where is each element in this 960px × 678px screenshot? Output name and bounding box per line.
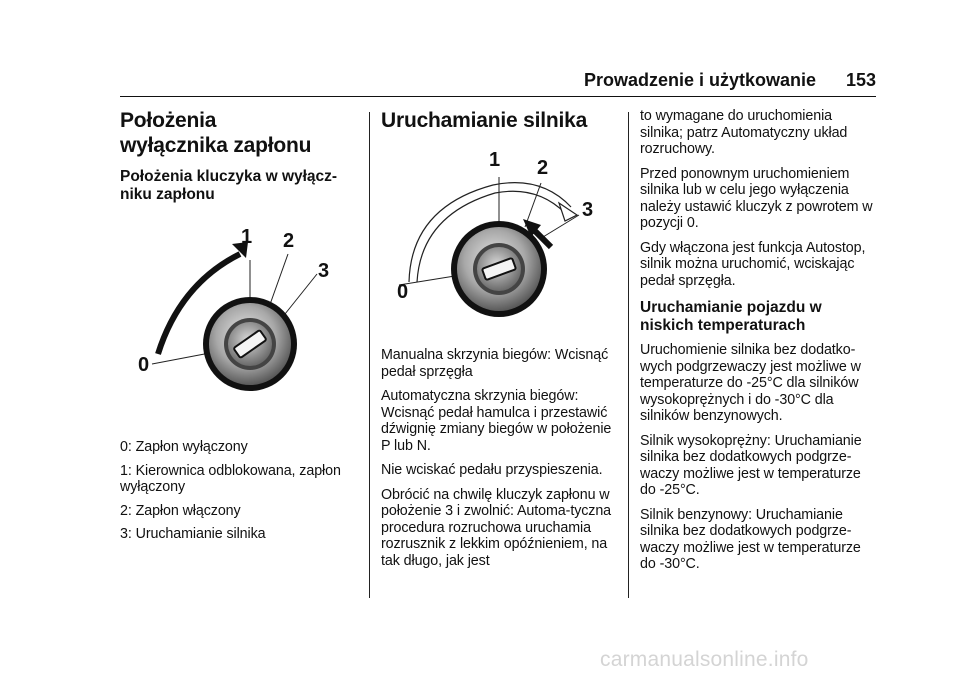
ignition-lock-illustration (120, 214, 355, 429)
figure-label-3: 3 (318, 260, 330, 282)
paragraph: Automatyczna skrzynia biegów: Wcisnąć pedał hamulca i przestawić dźwignię zmiany biegów w położenie P lub N. (381, 388, 612, 454)
column-divider-1 (369, 112, 370, 598)
column-2 (381, 108, 621, 569)
header-title: Prowadzenie i użytkowanie (583, 70, 816, 90)
position-item: 0: Zapłon wyłączony (120, 439, 248, 455)
figure-label-3: 3 (582, 199, 594, 221)
column-1 (120, 108, 355, 543)
figure-label-0: 0 (138, 354, 150, 376)
running-header (120, 68, 876, 94)
position-item: 2: Zapłon włączony (120, 502, 241, 519)
paragraph: Uruchomienie silnika bez dodatko-wych podgrzewaczy jest możliwe w temperaturze do -25°C dla silników wysokoprężnych i do -30°C dla silników benzynowych. (640, 342, 861, 424)
paragraph: Obrócić na chwilę kluczyk zapłonu w położenie 3 i zwolnić: Automa-tyczna procedura rozruchowa uruchamia rozrusznik z lekkim opóźnieniem, na tak długo, jak jest (381, 486, 612, 569)
subheading-key-positions: Położenia kluczyka w wyłącz-niku zapłonu (120, 168, 338, 203)
watermark: carmanualsonline.info (600, 648, 809, 671)
paragraph: Nie wciskać pedału przyspieszenia. (381, 462, 603, 478)
column-divider-2 (628, 112, 629, 598)
engine-start-text (381, 347, 621, 569)
paragraph: Silnik benzynowy: Uruchamianie silnika bez dodatkowych podgrze-waczy możliwe jest w temperaturze do -30°C. (640, 506, 861, 572)
paragraph: Gdy włączona jest funkcja Autostop, silnik można uruchomić, wciskając pedał sprzęgła. (640, 239, 866, 289)
engine-start-illustration (381, 147, 621, 337)
page-number: 153 (845, 70, 876, 90)
paragraph: Silnik wysokoprężny: Uruchamianie silnika bez dodatkowych podgrze-waczy możliwe jest w temperaturze do -25°C. (640, 432, 862, 498)
paragraph: Przed ponownym uruchomieniem silnika lub w celu jego wyłączenia należy ustawić kluczyk z powrotem w pozycji 0. (640, 165, 873, 231)
position-item: 1: Kierownica odblokowana, zapłon wyłączony (120, 462, 341, 495)
position-item: 3: Uruchamianie silnika (120, 526, 266, 542)
figure-label-1: 1 (241, 226, 253, 248)
paragraph: to wymagane do uruchomienia silnika; patrz Automatyczny układ rozruchowy. (640, 108, 848, 157)
section-heading-engine-start: Uruchamianie silnika (381, 109, 588, 132)
figure-label-1: 1 (489, 149, 501, 171)
section-heading-ignition-positions: Położenia wyłącznika zapłonu (120, 109, 312, 157)
ignition-diagram-1 (120, 214, 355, 429)
header-rule (120, 96, 876, 97)
figure-label-2: 2 (537, 157, 549, 179)
ignition-diagram-2 (381, 147, 621, 337)
paragraph: Manualna skrzynia biegów: Wcisnąć pedał sprzęgła (381, 347, 609, 380)
position-list (120, 439, 355, 543)
figure-label-2: 2 (283, 230, 295, 252)
column-3 (640, 108, 885, 573)
figure-label-0: 0 (397, 281, 409, 303)
subheading-cold-start: Uruchamianie pojazdu w niskich temperaturach (640, 299, 822, 334)
